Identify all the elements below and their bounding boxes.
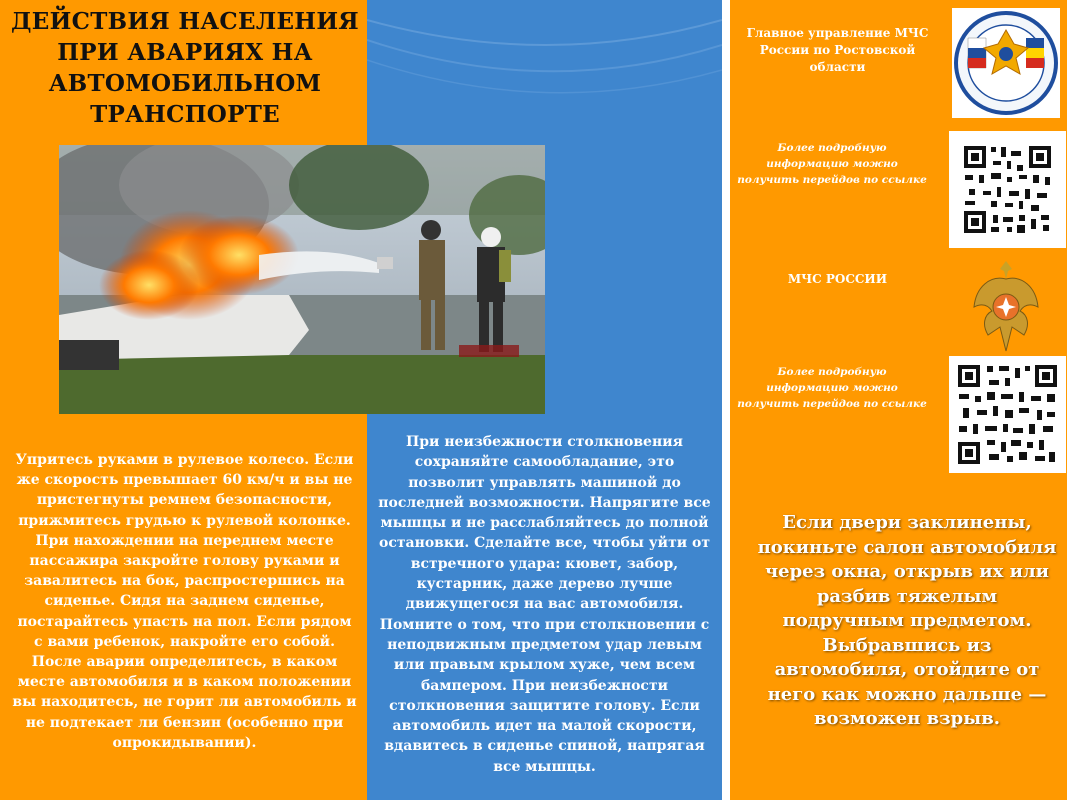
qr-code-icon: [949, 356, 1066, 473]
info-text-1: Более подробную информацию можно получить перейдов по ссылке: [737, 142, 927, 186]
mchs-label: МЧС РОССИИ: [787, 272, 888, 286]
wave-decoration: [367, 0, 722, 120]
qr-code-2[interactable]: [949, 356, 1066, 473]
qr-code-icon: [949, 131, 1066, 248]
qr-code-1[interactable]: [949, 131, 1066, 248]
mchs-eagle-emblem-icon: [970, 255, 1042, 355]
panel-divider: [722, 0, 730, 800]
car-fire-photo: [59, 145, 545, 414]
organization-name: Главное управление МЧС России по Ростовской области: [746, 26, 929, 74]
car-fire-firefighters-photo-icon: [59, 145, 545, 414]
left-instructions: Упритесь руками в рулевое колесо. Если же скорость превышает 60 км/ч и вы не пристегнуты ремнем безопасности, прижмитесь грудью к рулевой колонке. При нахождении на переднем месте пассажира закройте голову руками и завалитесь на бок, распростершись на сиденье. Сидя на заднем сиденье, постарайтесь упасть на пол. Если рядом с вами ребенок, накройте его собой. После аварии определитесь, в каком месте автомобиля и в каком положении вы находитесь, не горит ли автомобиль и не подтекает ли бензин (особенно при опрокидывании).: [12, 452, 357, 751]
exit-advice: Если двери заклинены, покиньте салон автомобиля через окна, открыв их или разбив тяжелым подручным предметом. Выбравшись из автомобиля, отойдите от него как можно дальше — возможен взрыв.: [757, 512, 1057, 729]
middle-instructions: При неизбежности столкновения сохраняйте самообладание, это позволит управлять машиной до последней возможности. Напрягите все мышцы и не расслабляйтесь до полной остановки. Сделайте все, чтобы уйти от встречного удара: кювет, забор, кустарник, даже дерево лучше движущегося на вас автомобиля. Помните о том, что при столкновении с неподвижным предметом удар левым или правым крылом хуже, чем всем бампером. При неизбежности столкновения защитите голову. Если автомобиль идет на малой скорости, вдавитесь в сиденье спиной, напрягая все мышцы.: [378, 434, 711, 775]
poster-title: ДЕЙСТВИЯ НАСЕЛЕНИЯ ПРИ АВАРИЯХ НА АВТОМОБИЛЬНОМ ТРАНСПОРТЕ: [11, 8, 359, 128]
mchs-rostov-emblem-icon: [952, 8, 1060, 118]
info-text-2: Более подробную информацию можно получить перейдов по ссылке: [737, 366, 927, 410]
